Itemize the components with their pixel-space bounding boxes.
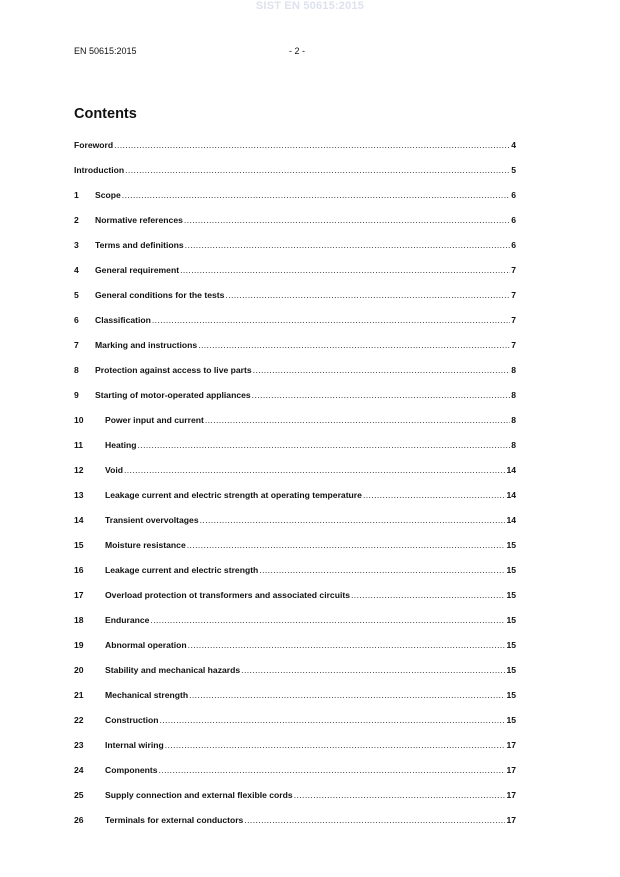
dot-leader (159, 765, 506, 775)
toc-entry-page: 17 (506, 815, 516, 825)
toc-entry-page: 17 (506, 740, 516, 750)
toc-entry-number: 11 (74, 440, 84, 450)
toc-entry[interactable] (74, 715, 516, 740)
toc-entry[interactable] (74, 565, 516, 590)
table-of-contents (74, 140, 516, 840)
toc-entry[interactable] (74, 340, 516, 365)
toc-entry-page: 8 (511, 415, 516, 425)
dot-leader (185, 240, 511, 250)
toc-entry-page: 7 (511, 315, 516, 325)
toc-entry[interactable] (74, 640, 516, 665)
dot-leader (180, 265, 510, 275)
toc-entry-number: 15 (74, 540, 84, 550)
toc-entry-number: 23 (74, 740, 84, 750)
toc-entry[interactable] (74, 265, 516, 290)
toc-entry-page: 7 (511, 265, 516, 275)
toc-entry-number: 20 (74, 665, 84, 675)
toc-entry-number: 21 (74, 690, 84, 700)
dot-leader (138, 440, 511, 450)
toc-entry-page: 17 (506, 790, 516, 800)
toc-entry-number: 16 (74, 565, 84, 575)
toc-entry[interactable] (74, 740, 516, 765)
toc-entry-page: 15 (506, 565, 516, 575)
toc-entry-number: 17 (74, 590, 84, 600)
toc-entry-number: 2 (74, 215, 79, 225)
toc-entry-title: Protection against access to live parts (95, 365, 252, 375)
toc-entry-title: Mechanical strength (105, 690, 189, 700)
toc-entry[interactable] (74, 815, 516, 840)
toc-entry-number: 1 (74, 190, 79, 200)
toc-entry-page: 8 (511, 440, 516, 450)
toc-entry[interactable] (74, 615, 516, 640)
toc-entry-number: 18 (74, 615, 84, 625)
toc-entry-page: 15 (506, 690, 516, 700)
dot-leader (363, 490, 506, 500)
toc-entry-title: General requirement (95, 265, 180, 275)
toc-entry[interactable] (74, 765, 516, 790)
toc-entry-number: 24 (74, 765, 84, 775)
toc-entry-title: Starting of motor-operated appliances (95, 390, 251, 400)
toc-entry[interactable] (74, 465, 516, 490)
toc-entry-page: 14 (506, 490, 516, 500)
dot-leader (351, 590, 505, 600)
toc-entry-number: 14 (74, 515, 84, 525)
dot-leader (165, 740, 506, 750)
dot-leader (124, 465, 505, 475)
toc-entry-number: 26 (74, 815, 84, 825)
dot-leader (205, 415, 510, 425)
toc-entry-number: 12 (74, 465, 84, 475)
dot-leader (159, 715, 505, 725)
toc-entry-title: Foreword (74, 140, 114, 150)
toc-entry-title: Leakage current and electric strength at operating temperature (105, 490, 362, 500)
watermark: SIST EN 50615:2015 (255, 0, 365, 12)
document-id: EN 50615:2015 (74, 46, 137, 56)
toc-entry-page: 17 (506, 765, 516, 775)
toc-entry-number: 25 (74, 790, 84, 800)
toc-entry-title: Classification (95, 315, 151, 325)
toc-entry[interactable] (74, 415, 516, 440)
toc-entry-page: 6 (511, 190, 516, 200)
toc-entry[interactable] (74, 390, 516, 415)
toc-entry-page: 7 (511, 340, 516, 350)
dot-leader (189, 690, 505, 700)
toc-entry-title: Normative references (95, 215, 183, 225)
dot-leader (225, 290, 510, 300)
dot-leader (200, 515, 506, 525)
toc-entry[interactable] (74, 290, 516, 315)
page-number: - 2 - (289, 46, 306, 56)
dot-leader (187, 540, 506, 550)
dot-leader (114, 140, 510, 150)
toc-entry[interactable] (74, 490, 516, 515)
toc-entry[interactable] (74, 215, 516, 240)
toc-entry-title: Abnormal operation (105, 640, 187, 650)
toc-entry-page: 6 (511, 215, 516, 225)
dot-leader (252, 390, 511, 400)
toc-entry[interactable] (74, 190, 516, 215)
toc-entry-page: 14 (506, 515, 516, 525)
toc-entry-page: 4 (511, 140, 516, 150)
contents-title: Contents (74, 106, 137, 122)
toc-entry-page: 5 (511, 165, 516, 175)
toc-entry-title: Marking and instructions (95, 340, 198, 350)
dot-leader (198, 340, 510, 350)
toc-entry-page: 7 (511, 290, 516, 300)
toc-entry-number: 4 (74, 265, 79, 275)
dot-leader (188, 640, 506, 650)
toc-entry-title: Heating (105, 440, 137, 450)
toc-entry-title: Endurance (105, 615, 150, 625)
toc-entry[interactable] (74, 515, 516, 540)
toc-entry-number: 3 (74, 240, 79, 250)
toc-entry[interactable] (74, 365, 516, 390)
toc-entry-number: 7 (74, 340, 79, 350)
toc-entry-number: 19 (74, 640, 84, 650)
toc-entry-title: Scope (95, 190, 121, 200)
toc-entry-number: 6 (74, 315, 79, 325)
toc-entry-number: 9 (74, 390, 79, 400)
toc-entry-title: Components (105, 765, 158, 775)
toc-entry[interactable] (74, 690, 516, 715)
toc-entry-page: 8 (511, 365, 516, 375)
toc-entry-title: Internal wiring (105, 740, 164, 750)
toc-entry-page: 8 (511, 390, 516, 400)
toc-entry-title: Construction (105, 715, 159, 725)
toc-entry[interactable] (74, 240, 516, 265)
toc-entry-page: 15 (506, 665, 516, 675)
toc-entry-title: Power input and current (105, 415, 204, 425)
toc-entry[interactable] (74, 165, 516, 190)
toc-entry-title: Transient overvoltages (105, 515, 199, 525)
dot-leader (125, 165, 510, 175)
toc-entry[interactable] (74, 315, 516, 340)
dot-leader (150, 615, 505, 625)
toc-entry-number: 13 (74, 490, 84, 500)
toc-entry-number: 5 (74, 290, 79, 300)
toc-entry-title: Moisture resistance (105, 540, 186, 550)
toc-entry-number: 10 (74, 415, 84, 425)
dot-leader (244, 815, 505, 825)
toc-entry-page: 15 (506, 640, 516, 650)
toc-entry-page: 15 (506, 615, 516, 625)
toc-entry-number: 8 (74, 365, 79, 375)
dot-leader (122, 190, 510, 200)
toc-entry[interactable] (74, 440, 516, 465)
toc-entry-title: Overload protection ot transformers and associated circuits (105, 590, 350, 600)
dot-leader (184, 215, 510, 225)
dot-leader (241, 665, 505, 675)
toc-entry-title: Stability and mechanical hazards (105, 665, 241, 675)
toc-entry-title: Terms and definitions (95, 240, 184, 250)
toc-entry-title: Terminals for external conductors (105, 815, 244, 825)
dot-leader (294, 790, 506, 800)
toc-entry[interactable] (74, 590, 516, 615)
toc-entry[interactable] (74, 140, 516, 165)
toc-entry-title: Leakage current and electric strength (105, 565, 259, 575)
toc-entry-page: 15 (506, 540, 516, 550)
toc-entry[interactable] (74, 665, 516, 690)
toc-entry[interactable] (74, 540, 516, 565)
toc-entry-page: 14 (506, 465, 516, 475)
toc-entry-title: Supply connection and external flexible cords (105, 790, 293, 800)
toc-entry-title: General conditions for the tests (95, 290, 225, 300)
dot-leader (259, 565, 505, 575)
dot-leader (253, 365, 511, 375)
toc-entry[interactable] (74, 790, 516, 815)
toc-entry-title: Introduction (74, 165, 125, 175)
dot-leader (152, 315, 510, 325)
toc-entry-page: 15 (506, 715, 516, 725)
toc-entry-page: 6 (511, 240, 516, 250)
toc-entry-title: Void (105, 465, 123, 475)
toc-entry-page: 15 (506, 590, 516, 600)
toc-entry-number: 22 (74, 715, 84, 725)
